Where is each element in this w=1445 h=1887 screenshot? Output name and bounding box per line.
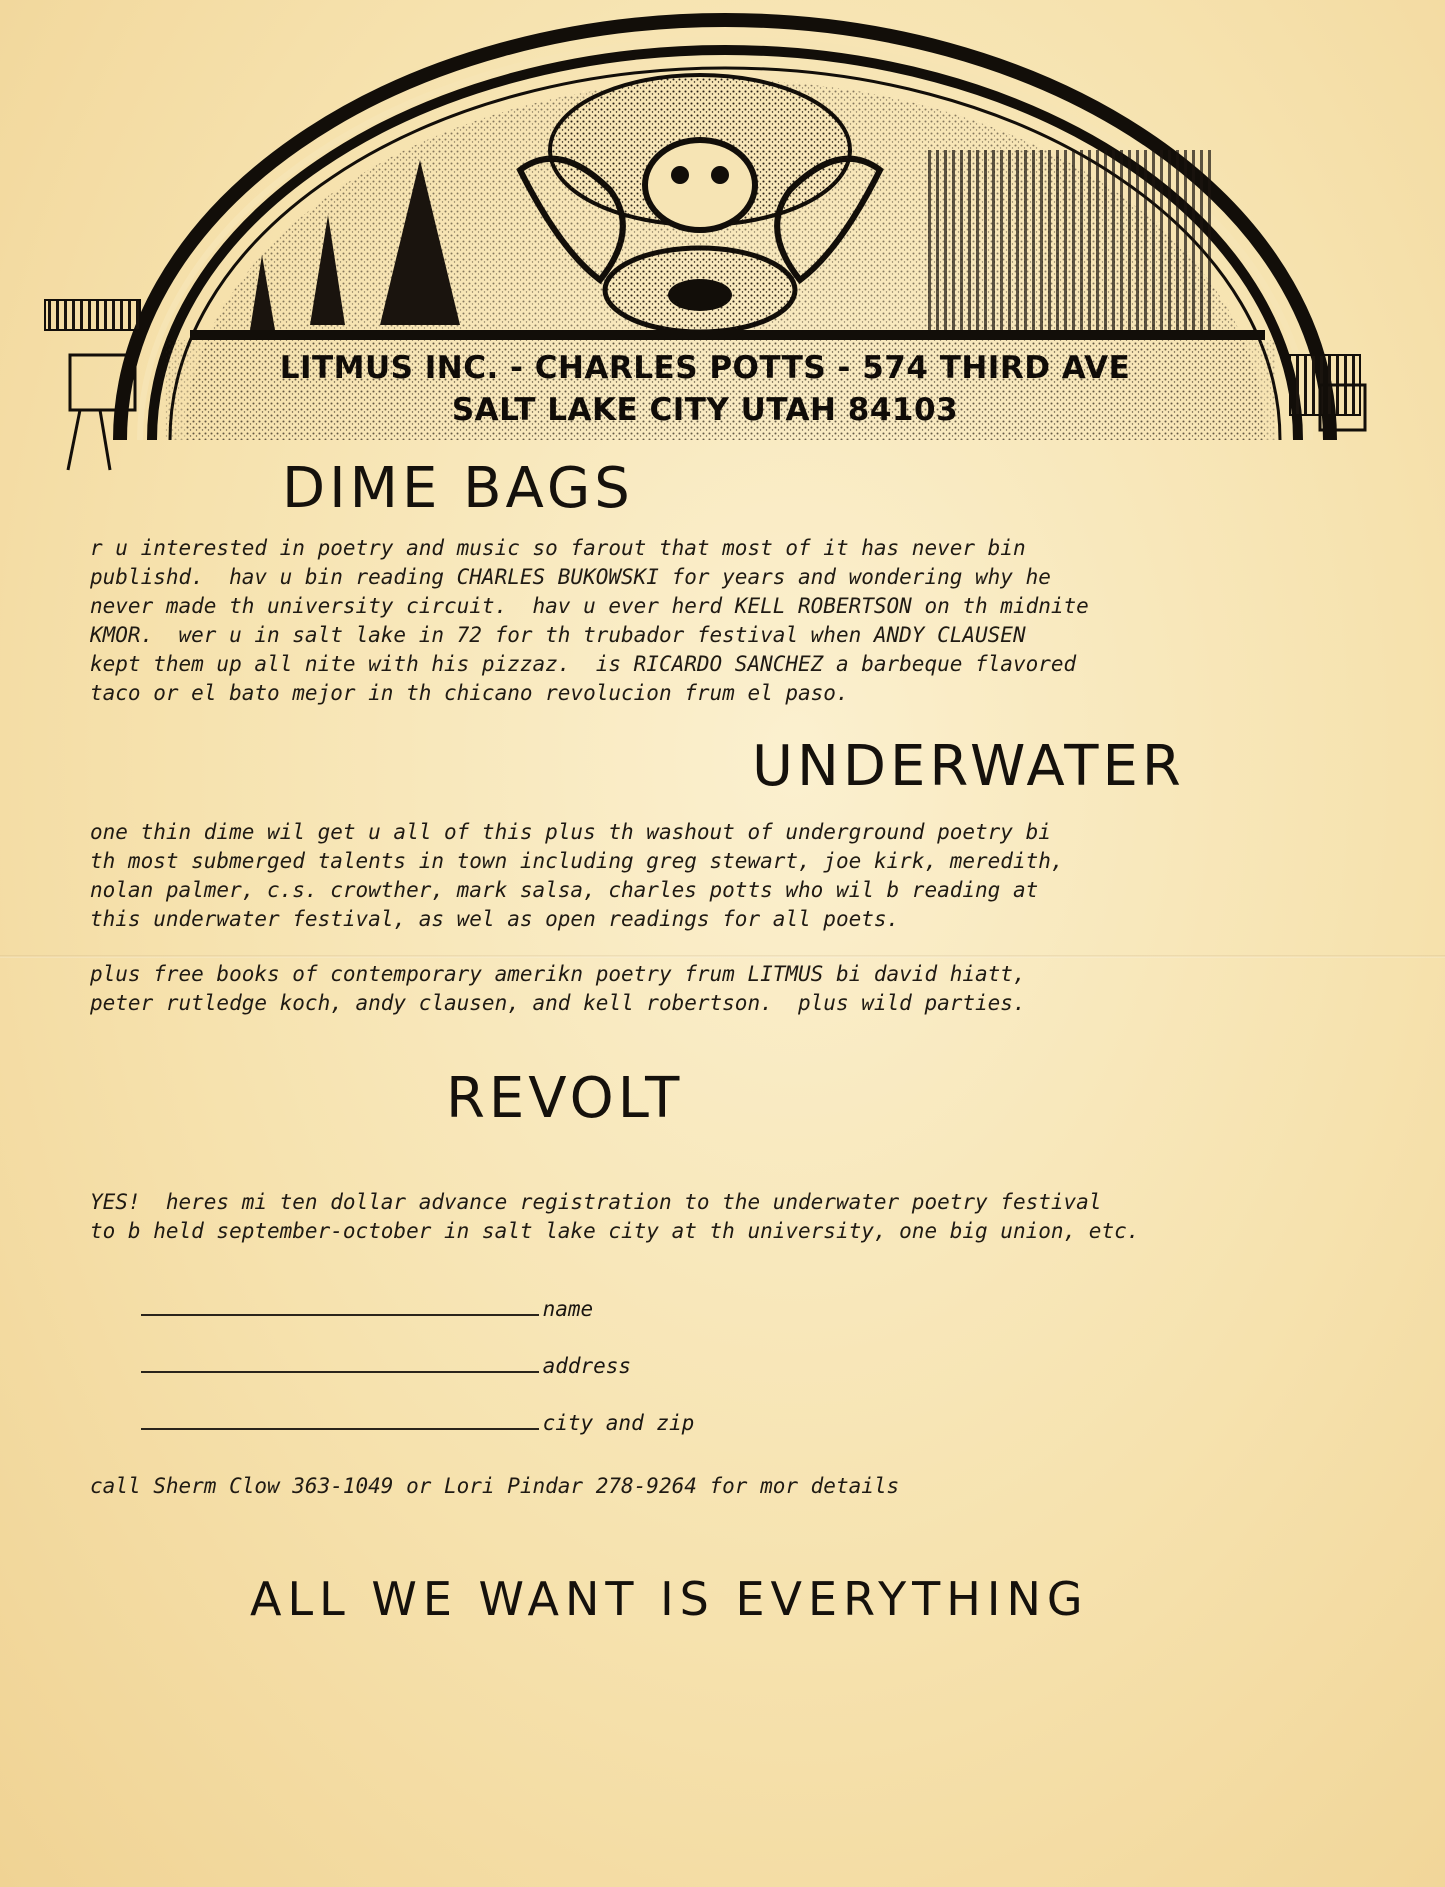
paper-fold bbox=[0, 955, 1445, 958]
name-blank-line[interactable] bbox=[141, 1314, 539, 1316]
masthead-address-line-2: SALT LAKE CITY UTAH 84103 bbox=[451, 392, 959, 428]
city-zip-field[interactable] bbox=[90, 1387, 694, 1459]
underwater-paragraph-2: plus free books of contemporary amerikn poetry frum LITMUS bi david hiatt, peter rutledge koch, andy clausen, and kell robertson. plus wild parties. bbox=[90, 962, 1026, 1015]
revolt-heading: REVOLT bbox=[446, 1066, 684, 1131]
city-zip-label: city and zip bbox=[542, 1411, 695, 1435]
masthead-address-line-1: LITMUS INC. - CHARLES POTTS - 574 THIRD AVE bbox=[279, 350, 1131, 386]
slogan-heading: ALL WE WANT IS EVERYTHING bbox=[250, 1572, 1089, 1626]
dime-bags-paragraph: r u interested in poetry and music so farout that most of it has never bin publishd. hav u bin reading CHARLES BUKOWSKI for years and wondering why he never made th university circuit. hav u ever herd KELL ROBERTSON on th midnite KMOR. wer u in salt lake in 72 for th trubador festival when ANDY CLAUSEN kept them up all nite with his pizzaz. is RICARDO SANCHEZ a barbeque flavored taco or el bato mejor in th chicano revolucion frum el paso. bbox=[90, 536, 1089, 705]
underwater-heading: UNDERWATER bbox=[752, 734, 1185, 799]
masthead-illustration bbox=[0, 0, 1445, 480]
contact-line: call Sherm Clow 363-1049 or Lori Pindar 278-9264 for mor details bbox=[90, 1474, 900, 1498]
underwater-paragraph: one thin dime wil get u all of this plus th washout of underground poetry bi th most submerged talents in town including greg stewart, joe kirk, meredith, nolan palmer, c.s. crowther, mark salsa, charles potts who wil b reading at this underwater festival, as wel as open readings for all poets. bbox=[90, 820, 1064, 931]
registration-paragraph: YES! heres mi ten dollar advance registration to the underwater poetry festival to b held september-october in salt lake city at th university, one big union, etc. bbox=[90, 1190, 1140, 1243]
city-zip-blank-line[interactable] bbox=[141, 1428, 539, 1430]
address-label: address bbox=[542, 1354, 632, 1378]
address-blank-line[interactable] bbox=[141, 1371, 539, 1373]
dime-bags-heading: DIME BAGS bbox=[282, 456, 634, 521]
name-label: name bbox=[542, 1297, 594, 1321]
